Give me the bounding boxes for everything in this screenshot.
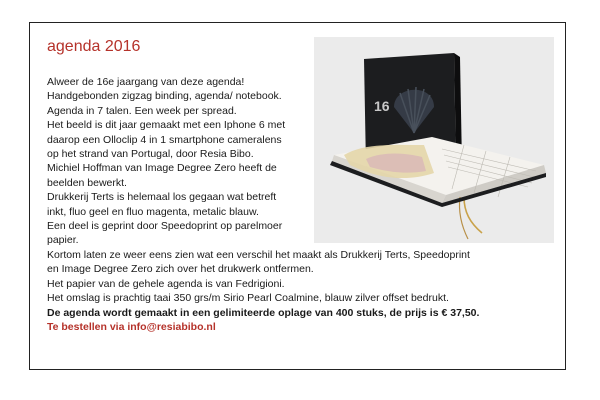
description-line: Een deel is geprint door Speedoprint op parelmoer: [47, 220, 283, 233]
order-link[interactable]: Te bestellen via info@resiabibo.nl: [47, 320, 216, 333]
description-line: Handgebonden zigzag binding, agenda/ notebook.: [47, 90, 282, 103]
description-line: op het strand van Portugal, door Resia Bibo.: [47, 148, 254, 161]
description-line: Kortom laten ze weer eens zien wat een verschil het maakt als Drukkerij Terts, Speedoprint: [47, 248, 470, 261]
product-card: [29, 22, 566, 370]
cover-number: 16: [374, 98, 390, 114]
description-line: Het omslag is prachtig taai 350 grs/m Sirio Pearl Coalmine, blauw zilver offset bedrukt.: [47, 292, 449, 305]
description-line: papier.: [47, 234, 79, 247]
description-line: Agenda in 7 talen. Een week per spread.: [47, 104, 237, 117]
price-line: De agenda wordt gemaakt in een gelimiteerde oplage van 400 stuks, de prijs is € 37,50.: [47, 306, 480, 319]
description-line: daarop een Olloclip 4 in 1 smartphone cameralens: [47, 133, 282, 146]
page-title: agenda 2016: [47, 38, 141, 55]
description-line: inkt, fluo geel en fluo magenta, metalic blauw.: [47, 205, 259, 218]
description-line: Michiel Hoffman van Image Degree Zero heeft de: [47, 162, 277, 175]
description-line: en Image Degree Zero zich over het drukwerk ontfermen.: [47, 263, 314, 276]
description-line: Het papier van de gehele agenda is van Fedrigioni.: [47, 277, 285, 290]
description: [47, 75, 547, 334]
description-line: beelden bewerkt.: [47, 176, 127, 189]
description-line: Drukkerij Terts is helemaal los gegaan wat betreft: [47, 191, 277, 204]
description-line: Alweer de 16e jaargang van deze agenda!: [47, 76, 245, 88]
description-line: Het beeld is dit jaar gemaakt met een Iphone 6 met: [47, 119, 286, 132]
